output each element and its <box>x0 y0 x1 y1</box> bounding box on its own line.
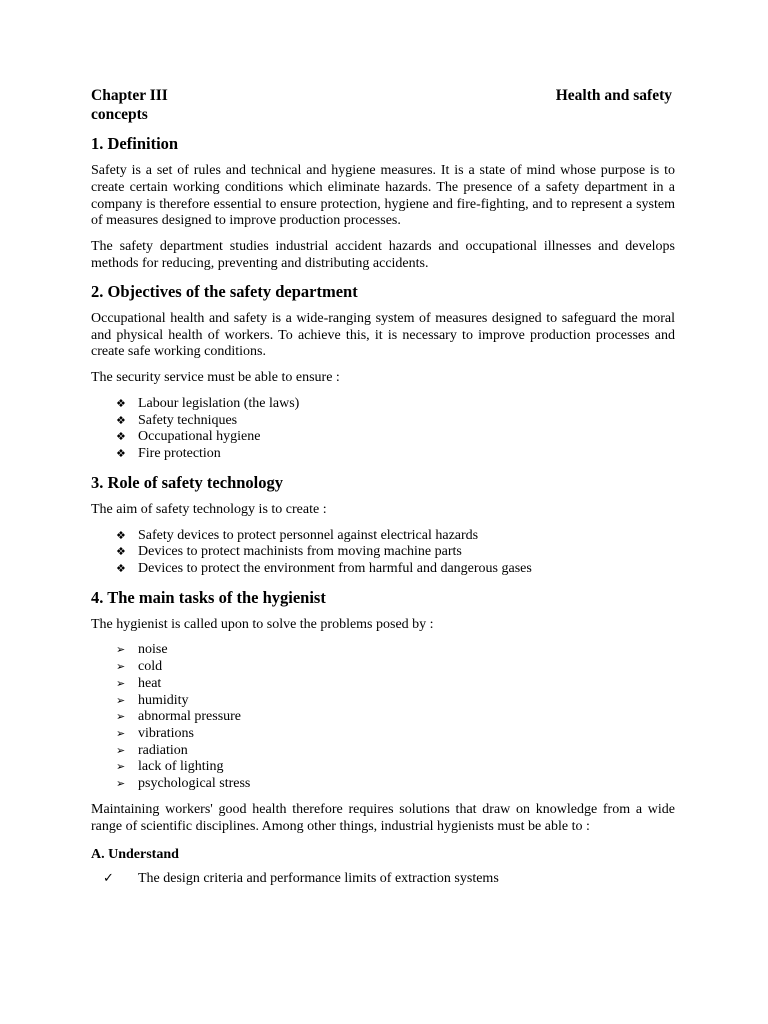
chapter-label: Chapter III <box>91 87 168 104</box>
tasks-paragraph-1: The hygienist is called upon to solve the problems posed by : <box>91 616 434 632</box>
section-heading-role: 3. Role of safety technology <box>91 472 284 492</box>
tasks-paragraph-2: Maintaining workers' good health therefore requires solutions that draw on knowledge from a wide range of scientific disciplines. Among other things, industrial hygienists must be able to : <box>91 801 675 834</box>
list-item: ➢ psychological stress <box>116 776 251 792</box>
arrow-bullet-icon: ➢ <box>116 710 126 724</box>
diamond-bullet-icon: ❖ <box>116 430 126 444</box>
section-heading-objectives: 2. Objectives of the safety department <box>91 281 358 301</box>
list-item: ➢ humidity <box>116 692 189 708</box>
arrow-bullet-icon: ➢ <box>116 777 126 791</box>
role-list <box>91 528 675 578</box>
chapter-header <box>91 86 675 105</box>
list-item: ❖ Safety techniques <box>116 412 238 428</box>
list-item: ❖ Devices to protect the environment from harmful and dangerous gases <box>116 560 532 576</box>
arrow-bullet-icon: ➢ <box>116 660 126 674</box>
list-item: ➢ noise <box>116 642 168 658</box>
role-paragraph-1: The aim of safety technology is to create : <box>91 501 327 517</box>
diamond-bullet-icon: ❖ <box>116 561 126 575</box>
subheading-understand: A. Understand <box>91 847 179 863</box>
diamond-bullet-icon: ❖ <box>116 528 126 542</box>
diamond-bullet-icon: ❖ <box>116 447 126 461</box>
objectives-paragraph-1: Occupational health and safety is a wide-ranging system of measures designed to safeguard the moral and physical health of workers. To achieve this, it is necessary to improve production processes and create safe working conditions. <box>91 310 675 360</box>
list-item: ➢ radiation <box>116 742 188 758</box>
arrow-bullet-icon: ➢ <box>116 693 126 707</box>
list-item: ❖ Devices to protect machinists from moving machine parts <box>116 544 462 560</box>
arrow-bullet-icon: ➢ <box>116 760 126 774</box>
list-item: ➢ cold <box>116 659 163 675</box>
understand-list <box>91 871 675 888</box>
arrow-bullet-icon: ➢ <box>116 743 126 757</box>
list-item: ❖ Fire protection <box>116 446 221 462</box>
objectives-list <box>91 396 675 463</box>
arrow-bullet-icon: ➢ <box>116 676 126 690</box>
arrow-bullet-icon: ➢ <box>116 643 126 657</box>
list-item: ➢ abnormal pressure <box>116 709 242 725</box>
list-item: ✓ The design criteria and performance limits of extraction systems <box>103 871 499 887</box>
section-heading-definition: 1. Definition <box>91 134 179 153</box>
arrow-bullet-icon: ➢ <box>116 727 126 740</box>
tasks-list <box>91 642 675 792</box>
diamond-bullet-icon: ❖ <box>116 545 126 559</box>
diamond-bullet-icon: ❖ <box>116 396 126 410</box>
document-content <box>91 86 675 888</box>
chapter-title-continuation: concepts <box>91 106 148 123</box>
diamond-bullet-icon: ❖ <box>116 413 126 427</box>
list-item: ➢ vibrations <box>116 726 194 741</box>
section-heading-tasks: 4. The main tasks of the hygienist <box>91 587 326 607</box>
definition-paragraph-2: The safety department studies industrial accident hazards and occupational illnesses and develops methods for reducing, preventing and distributing accidents. <box>91 239 675 271</box>
checkmark-bullet-icon: ✓ <box>103 871 114 887</box>
chapter-title: Health and safety <box>555 87 672 104</box>
definition-paragraph-1: Safety is a set of rules and technical and hygiene measures. It is a state of mind whose purpose is to create certain working conditions which eliminate hazards. The presence of a safety department in a company is therefore essential to ensure protection, hygiene and fire-fighting, and to represent a system of measures designed to improve production processes. <box>91 163 675 229</box>
list-item: ❖ Safety devices to protect personnel against electrical hazards <box>116 527 479 543</box>
list-item: ➢ heat <box>116 675 162 691</box>
list-item: ➢ lack of lighting <box>116 759 224 775</box>
list-item: ❖ Labour legislation (the laws) <box>116 395 300 411</box>
objectives-paragraph-2: The security service must be able to ensure : <box>91 370 340 386</box>
list-item: ❖ Occupational hygiene <box>116 429 261 445</box>
